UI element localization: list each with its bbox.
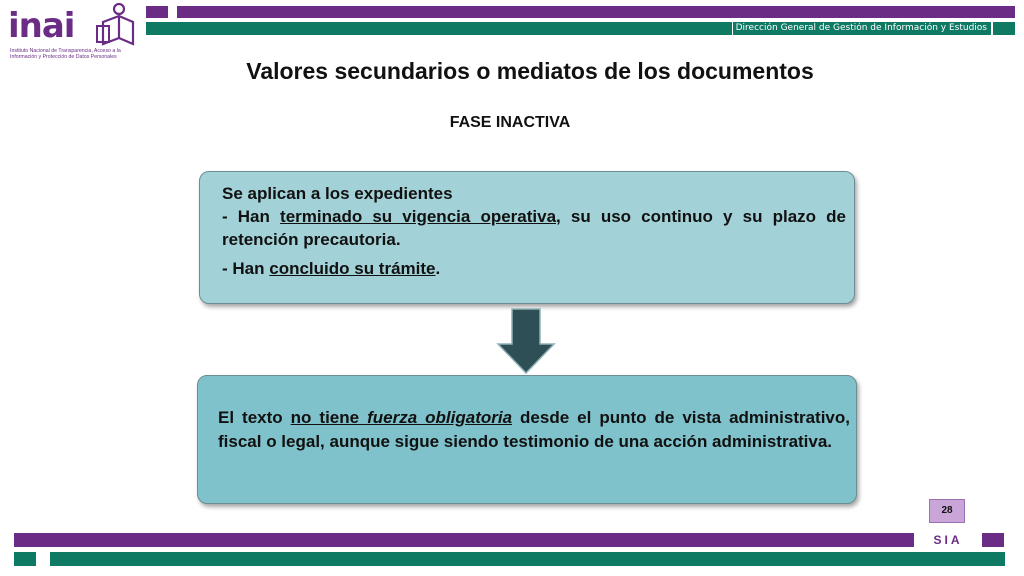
box1-item1-suffix: , su uso continuo y su plazo de retención precautoria. bbox=[222, 207, 846, 249]
down-arrow-icon bbox=[493, 306, 559, 376]
logo-subtitle-line: Información y Protección de Datos Personales bbox=[10, 54, 117, 60]
box1-item1 bbox=[222, 205, 846, 251]
footer-bar-bottom-small bbox=[14, 552, 36, 566]
box1-intro: Se aplican a los expedientes bbox=[222, 184, 453, 203]
logo-figure-icon bbox=[94, 2, 136, 48]
box2-suffix: desde el punto de vista administrativo, fiscal o legal, aunque sigue siendo testimonio de una acción administrativa. bbox=[218, 408, 850, 451]
box2-underlined-start: no tiene bbox=[290, 408, 368, 427]
slide-subtitle: FASE INACTIVA bbox=[449, 114, 571, 131]
inai-logo bbox=[8, 2, 138, 66]
box2-prefix: El texto bbox=[218, 408, 291, 427]
footer-brand: SIA bbox=[933, 533, 963, 547]
box2-underlined bbox=[291, 408, 512, 427]
header-org-label: Dirección General de Gestión de Información y Estudios bbox=[733, 22, 991, 35]
header-bar-top-small bbox=[146, 6, 168, 18]
slide-title: Valores secundarios o mediatos de los documentos bbox=[246, 58, 814, 84]
page-number: 28 bbox=[929, 499, 965, 523]
expedientes-box bbox=[199, 171, 855, 304]
box2-underlined-italic: fuerza obligatoria bbox=[367, 408, 513, 427]
box1-item1-prefix: - Han bbox=[222, 207, 281, 226]
footer-bar-top bbox=[14, 533, 914, 547]
header-bar-bottom bbox=[146, 22, 732, 35]
logo-subtitle-line: Instituto Nacional de Transparencia, Acceso a la bbox=[10, 48, 121, 54]
box1-item1-underlined: terminado su vigencia operativa bbox=[280, 207, 557, 226]
box1-item2-suffix: . bbox=[435, 259, 441, 278]
footer-bar-top-end bbox=[982, 533, 1004, 547]
header-bar-end bbox=[993, 22, 1015, 35]
box1-item2-prefix: - Han bbox=[222, 259, 270, 278]
box1-item2 bbox=[222, 257, 846, 280]
footer-bar-bottom bbox=[50, 552, 1005, 566]
box1-item2-underlined: concluido su trámite bbox=[269, 259, 436, 278]
logo-wordmark: inai bbox=[8, 6, 75, 46]
texto-box bbox=[197, 375, 857, 504]
logo-subtitle bbox=[10, 48, 136, 60]
header-bar-top bbox=[177, 6, 1015, 18]
